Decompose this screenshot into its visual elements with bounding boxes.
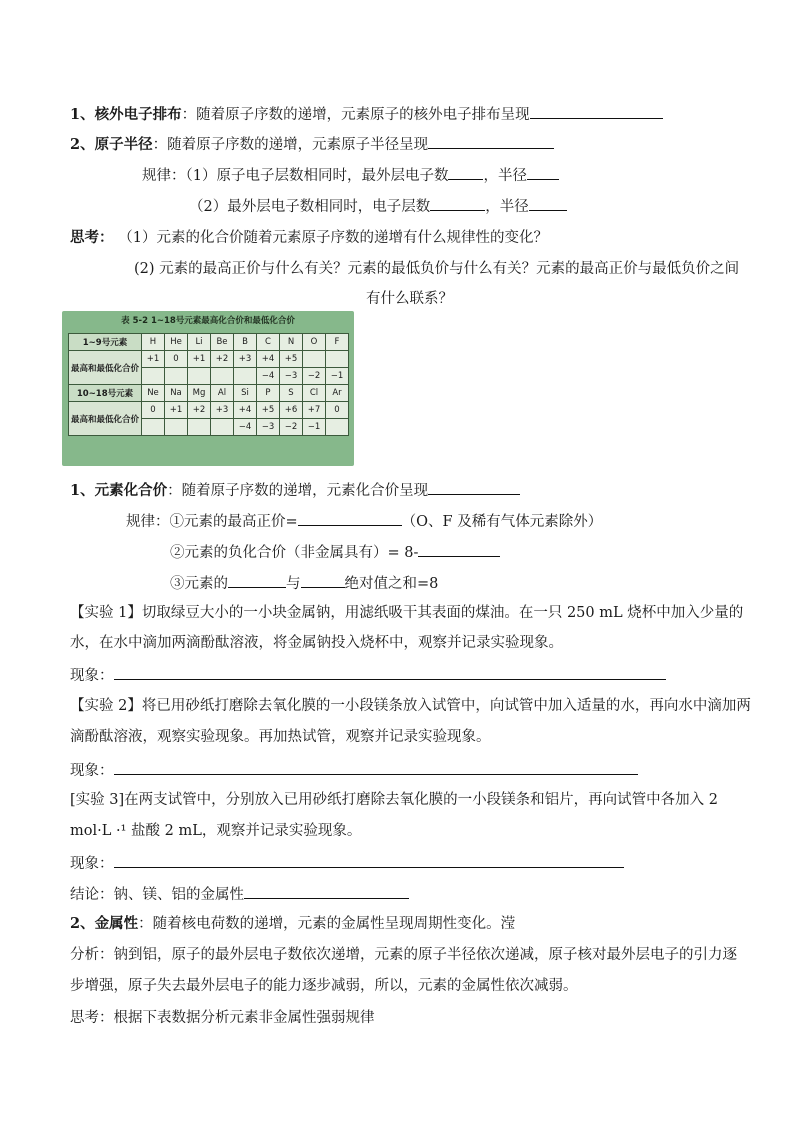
answer-blank[interactable] bbox=[114, 852, 624, 868]
answer-blank[interactable] bbox=[527, 164, 559, 180]
value-cell: +1 bbox=[188, 351, 211, 368]
rule-text: ，半径 bbox=[483, 168, 527, 184]
value-cell: +5 bbox=[280, 351, 303, 368]
table-row bbox=[69, 351, 349, 368]
section-text: ：随着原子序数的递增，元素原子的核外电子排布呈现 bbox=[181, 107, 530, 123]
question-text: 有什么联系？ bbox=[366, 291, 453, 307]
section-atomic-radius bbox=[70, 133, 554, 155]
value-cell: +5 bbox=[257, 402, 280, 419]
value-cell: +6 bbox=[280, 402, 303, 419]
value-cell bbox=[188, 368, 211, 385]
value-cell bbox=[326, 351, 349, 368]
value-cell: +1 bbox=[142, 351, 165, 368]
value-cell: +2 bbox=[211, 351, 234, 368]
value-cell bbox=[142, 419, 165, 436]
analysis-line-2: 步增强，原子失去最外层电子的能力逐步减弱，所以，元素的金属性依次减弱。 bbox=[70, 978, 578, 994]
observation-label: 现象： bbox=[70, 668, 114, 684]
value-cell: +7 bbox=[303, 402, 326, 419]
conclusion bbox=[70, 883, 409, 905]
think-label: 思考： bbox=[70, 229, 114, 246]
element-cell: C bbox=[257, 334, 280, 351]
value-cell bbox=[211, 368, 234, 385]
element-cell: Mg bbox=[188, 385, 211, 402]
rule-line-5 bbox=[170, 572, 438, 594]
observation-2 bbox=[70, 759, 638, 781]
value-cell bbox=[303, 351, 326, 368]
section-title: 2、金属性 bbox=[70, 915, 139, 932]
value-cell: +4 bbox=[257, 351, 280, 368]
value-cell bbox=[188, 419, 211, 436]
element-cell: Ne bbox=[142, 385, 165, 402]
think-question-2-cont bbox=[366, 289, 453, 309]
observation-3 bbox=[70, 852, 624, 874]
rule-text: （O、F 及稀有气体元素除外） bbox=[401, 514, 603, 530]
element-cell: Be bbox=[211, 334, 234, 351]
answer-blank[interactable] bbox=[244, 883, 409, 899]
value-cell: +4 bbox=[234, 402, 257, 419]
question-text: （1）元素的化合价随着元素原子序数的递增有什么规律性的变化？ bbox=[125, 230, 548, 246]
rule-text: ②元素的负化合价（非金属具有）= 8- bbox=[170, 545, 419, 561]
rule-text: ③元素的 bbox=[170, 576, 228, 592]
answer-blank[interactable] bbox=[298, 510, 402, 526]
question-text: (2) 元素的最高正价与什么有关？元素的最低负价与什么有关？元素的最高正价与最低负价之间 bbox=[134, 261, 740, 277]
element-cell: P bbox=[257, 385, 280, 402]
table-row bbox=[69, 385, 349, 402]
answer-blank[interactable] bbox=[529, 195, 567, 211]
element-cell: Cl bbox=[303, 385, 326, 402]
element-cell: N bbox=[280, 334, 303, 351]
answer-blank[interactable] bbox=[428, 479, 520, 495]
experiment-1-line-2: 水，在水中滴加两滴酚酞溶液，将金属钠投入烧杯中，观察并记录实验现象。 bbox=[70, 635, 563, 651]
section-title: 1、元素化合价 bbox=[70, 482, 168, 499]
element-cell: B bbox=[234, 334, 257, 351]
value-cell: +3 bbox=[234, 351, 257, 368]
experiment-2-line-1: 【实验 2】将已用砂纸打磨除去氧化膜的一小段镁条放入试管中，向试管中加入适量的水，再向水中滴加两 bbox=[70, 698, 751, 714]
element-cell: Si bbox=[234, 385, 257, 402]
answer-blank[interactable] bbox=[448, 164, 483, 180]
observation-label: 现象： bbox=[70, 856, 114, 872]
section-text: ：随着核电荷数的递增，元素的金属性呈现周期性变化。滢 bbox=[138, 916, 516, 932]
value-cell: 0 bbox=[142, 402, 165, 419]
experiment-3-line-1: [实验 3]在两支试管中，分别放入已用砂纸打磨除去氧化膜的一小段镁条和铝片，再向试管中各加入 2 bbox=[70, 792, 718, 808]
value-cell: −2 bbox=[303, 368, 326, 385]
think-nonmetal: 思考：根据下表数据分析元素非金属性强弱规律 bbox=[70, 1010, 375, 1026]
conclusion-text: 结论：钠、镁、铝的金属性 bbox=[70, 887, 244, 903]
rule-text: 绝对值之和=8 bbox=[344, 576, 439, 592]
valence-table bbox=[68, 333, 349, 436]
rule-text: 与 bbox=[286, 576, 301, 592]
observation-1 bbox=[70, 664, 666, 686]
value-label: 最高和最低化合价 bbox=[69, 402, 142, 436]
rule-line-2 bbox=[189, 195, 567, 217]
value-cell: 0 bbox=[326, 402, 349, 419]
element-cell: O bbox=[303, 334, 326, 351]
value-cell bbox=[165, 368, 188, 385]
element-cell: He bbox=[165, 334, 188, 351]
value-cell: +2 bbox=[188, 402, 211, 419]
rule-line-4 bbox=[170, 541, 500, 563]
experiment-2-line-2: 滴酚酞溶液，观察实验现象。再加热试管，观察并记录实验现象。 bbox=[70, 729, 491, 745]
section-electron-config bbox=[70, 103, 663, 125]
value-cell: 0 bbox=[165, 351, 188, 368]
section-valence bbox=[70, 479, 520, 501]
rule-line-3 bbox=[126, 510, 602, 532]
table-row bbox=[69, 334, 349, 351]
element-cell: H bbox=[142, 334, 165, 351]
answer-blank[interactable] bbox=[228, 572, 286, 588]
section-metallic bbox=[70, 914, 515, 934]
value-cell: −4 bbox=[257, 368, 280, 385]
value-cell: −3 bbox=[280, 368, 303, 385]
answer-blank[interactable] bbox=[430, 195, 485, 211]
element-cell: F bbox=[326, 334, 349, 351]
value-cell bbox=[234, 368, 257, 385]
answer-blank[interactable] bbox=[530, 103, 663, 119]
value-cell: −1 bbox=[303, 419, 326, 436]
section-text: ：随着原子序数的递增，元素原子半径呈现 bbox=[152, 137, 429, 153]
row-label: 1~9号元素 bbox=[69, 334, 142, 351]
answer-blank[interactable] bbox=[114, 664, 666, 680]
value-cell: −2 bbox=[280, 419, 303, 436]
answer-blank[interactable] bbox=[418, 541, 500, 557]
answer-blank[interactable] bbox=[301, 572, 345, 588]
rule-line-1 bbox=[142, 164, 559, 186]
answer-blank[interactable] bbox=[428, 133, 554, 149]
valence-table-photo bbox=[62, 311, 354, 466]
value-cell bbox=[211, 419, 234, 436]
section-text: ：随着原子序数的递增，元素化合价呈现 bbox=[167, 483, 429, 499]
section-title: 1、核外电子排布 bbox=[70, 106, 182, 123]
element-cell: Al bbox=[211, 385, 234, 402]
rule-text: ，半径 bbox=[485, 199, 529, 215]
element-cell: S bbox=[280, 385, 303, 402]
element-cell: Ar bbox=[326, 385, 349, 402]
rule-text: （2）最外层电子数相同时，电子层数 bbox=[189, 199, 431, 215]
table-row bbox=[69, 402, 349, 419]
row-label: 10~18号元素 bbox=[69, 385, 142, 402]
experiment-1-line-1: 【实验 1】切取绿豆大小的一小块金属钠，用滤纸吸干其表面的煤油。在一只 250 mL 烧杯中加入少量的 bbox=[70, 605, 744, 621]
value-cell: −4 bbox=[234, 419, 257, 436]
value-label: 最高和最低化合价 bbox=[69, 351, 142, 385]
rule-text: 规律：（1）原子电子层数相同时，最外层电子数 bbox=[142, 168, 449, 184]
think-question-2 bbox=[134, 259, 739, 279]
think-question-1 bbox=[70, 228, 548, 248]
observation-label: 现象： bbox=[70, 763, 114, 779]
value-cell: +1 bbox=[165, 402, 188, 419]
answer-blank[interactable] bbox=[114, 759, 638, 775]
analysis-line-1: 分析：钠到铝，原子的最外层电子数依次递增，元素的原子半径依次递减，原子核对最外层电子的引力逐 bbox=[70, 947, 737, 963]
element-cell: Na bbox=[165, 385, 188, 402]
rule-text: 规律：①元素的最高正价= bbox=[126, 514, 298, 530]
value-cell bbox=[326, 419, 349, 436]
value-cell: −3 bbox=[257, 419, 280, 436]
section-title: 2、原子半径 bbox=[70, 136, 153, 153]
value-cell bbox=[165, 419, 188, 436]
table-title: 表 5-2 1~18号元素最高化合价和最低化合价 bbox=[121, 316, 295, 326]
value-cell: −1 bbox=[326, 368, 349, 385]
value-cell: +3 bbox=[211, 402, 234, 419]
element-cell: Li bbox=[188, 334, 211, 351]
experiment-3-line-2: mol·L ·¹ 盐酸 2 mL，观察并记录实验现象。 bbox=[70, 823, 362, 839]
value-cell bbox=[142, 368, 165, 385]
